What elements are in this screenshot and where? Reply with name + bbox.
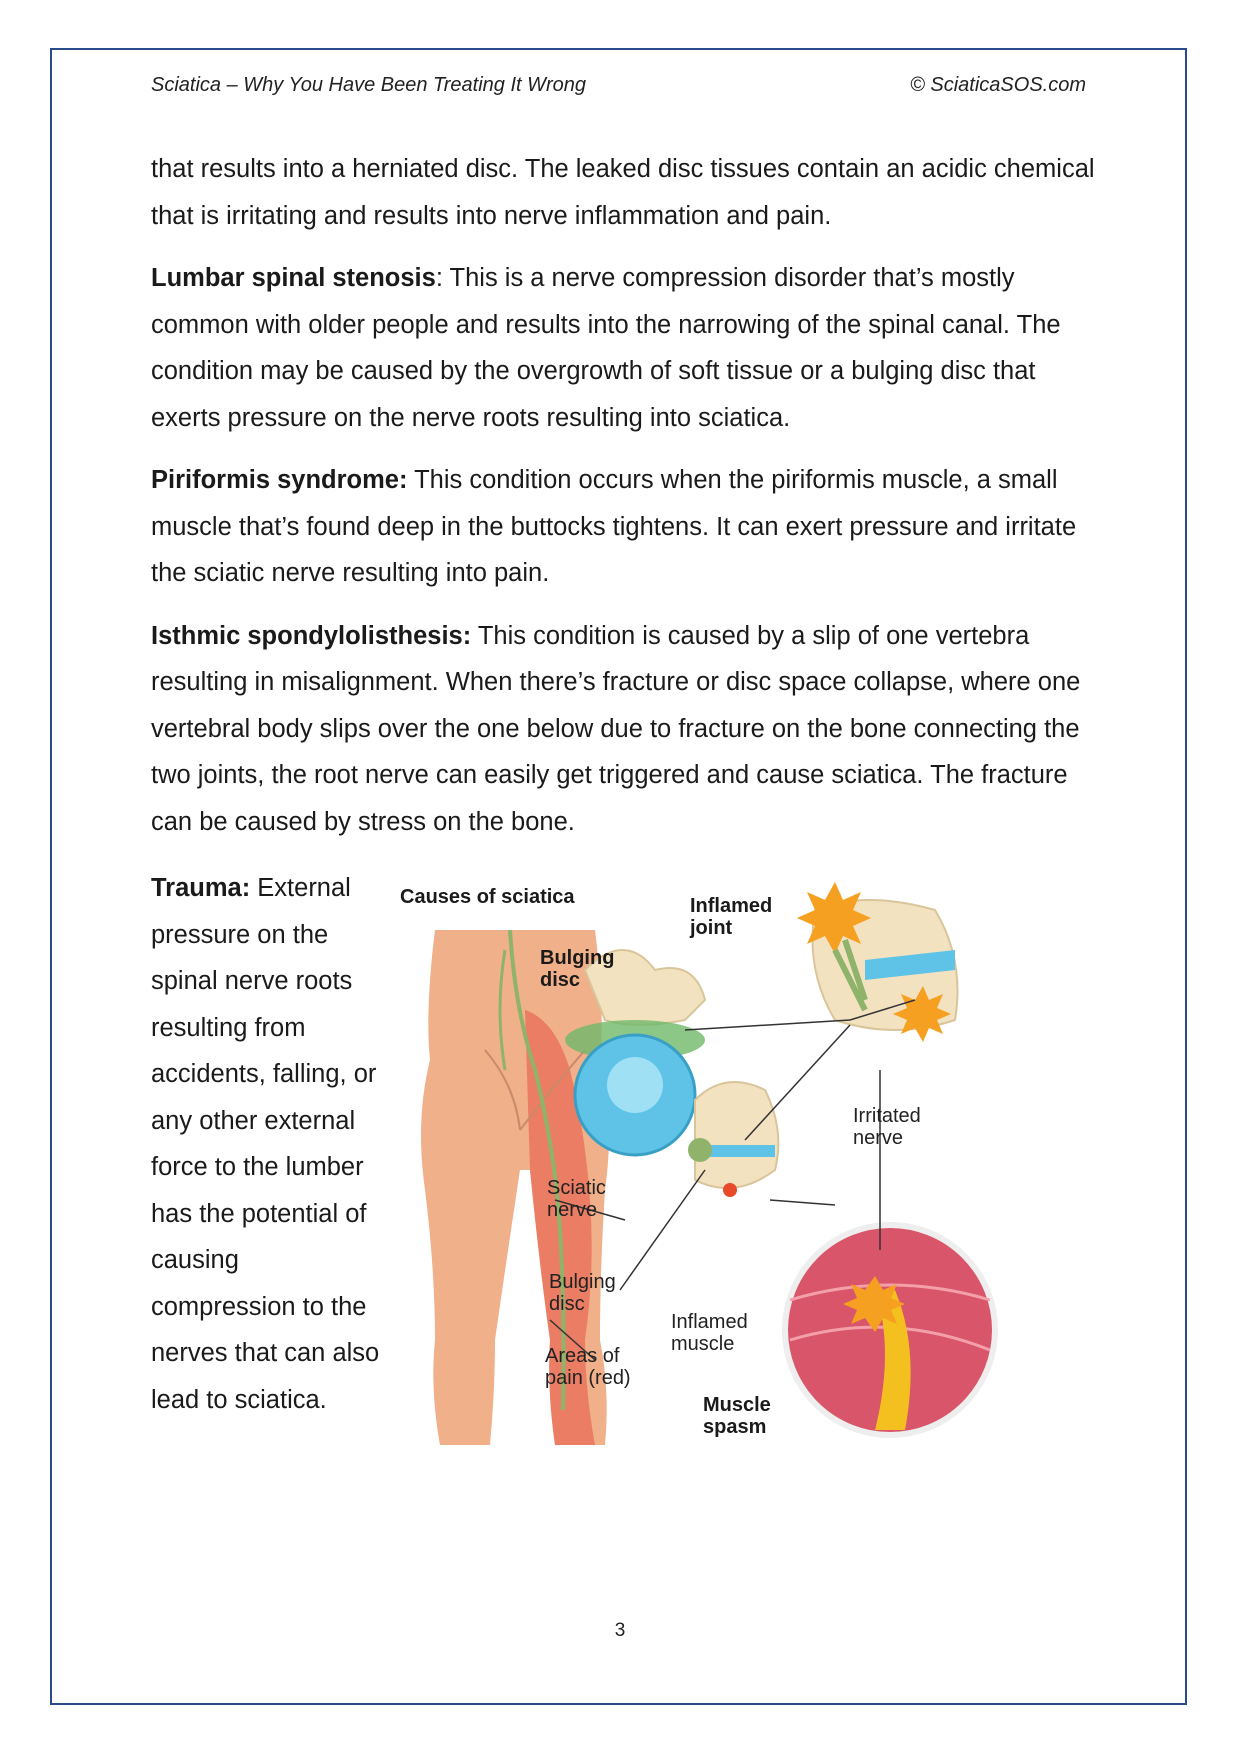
label-areas-pain-1: Areas of <box>545 1345 620 1367</box>
section-term: Trauma: <box>151 874 251 902</box>
section-text: This condition occurs when the piriformis muscle, a small muscle that’s found deep in the buttocks tightens. It can exert pressure and irritate the sciatic nerve resulting into pain. <box>151 466 1077 587</box>
label-bulging-disc-top-1: Bulging <box>540 947 615 969</box>
label-bulging-disc-top-2: disc <box>540 969 581 991</box>
section-trauma <box>151 865 381 1423</box>
label-inflamed-muscle-1: Inflamed <box>671 1311 748 1333</box>
label-inflamed-muscle-2: muscle <box>671 1333 735 1355</box>
section-text: This condition is caused by a slip of one vertebra resulting in misalignment. When there’s fracture or disc space collapse, where one vertebral body slips over the one below due to fracture on the bone connecting the two joints, the root nerve can easily get triggered and cause sciatica. The fracture can be caused by stress on the bone. <box>151 621 1081 836</box>
page-header <box>151 74 1086 100</box>
section-text: : This is a nerve compression disorder that’s mostly common with older people and results into the narrowing of the spinal canal. The condition may be caused by the overgrowth of soft tissue or a bulging disc that exerts pressure on the nerve roots resulting into sciatica. <box>151 264 1061 432</box>
vertebra-inflamed-joint <box>797 882 958 1042</box>
label-irritated-nerve-1: Irritated <box>853 1105 921 1127</box>
section-lumbar-stenosis <box>151 255 1101 441</box>
label-sciatic-nerve-2: nerve <box>547 1199 598 1221</box>
header-title: Sciatica – Why You Have Been Treating It Wrong <box>151 74 587 96</box>
label-bulging-disc-bottom-1: Bulging <box>549 1271 616 1293</box>
label-muscle-spasm-1: Muscle <box>703 1394 771 1416</box>
sciatica-causes-illustration <box>395 870 1095 1480</box>
section-term: Isthmic spondylolisthesis: <box>151 621 472 650</box>
body-text <box>151 146 1101 861</box>
section-term: Piriformis syndrome: <box>151 466 408 494</box>
section-text: External pressure on the spinal nerve roots resulting from accidents, falling, or any other external force to the lumber has the potential of causing compression to the nerves that can also lead to sciatica. <box>151 874 380 1414</box>
label-muscle-spasm-2: spasm <box>703 1416 767 1438</box>
label-inflamed-joint-1: Inflamed <box>690 895 773 917</box>
header-copyright: © SciaticaSOS.com <box>910 74 1086 96</box>
illustration-svg <box>395 870 1095 1480</box>
label-areas-pain-2: pain (red) <box>545 1367 631 1389</box>
label-bulging-disc-bottom-2: disc <box>549 1293 585 1315</box>
section-term: Lumbar spinal stenosis <box>151 264 436 292</box>
section-spondylolisthesis <box>151 613 1101 846</box>
label-sciatic-nerve-1: Sciatic <box>547 1177 606 1199</box>
section-piriformis <box>151 457 1101 597</box>
label-irritated-nerve-2: nerve <box>853 1127 904 1149</box>
intro-paragraph: that results into a herniated disc. The leaked disc tissues contain an acidic chemical that is irritating and results into nerve inflammation and pain. <box>151 155 1095 230</box>
figure-title: Causes of sciatica <box>400 886 575 908</box>
vertebra-middle <box>688 1082 778 1197</box>
page-number: 3 <box>614 1620 626 1641</box>
label-inflamed-joint-2: joint <box>690 917 733 939</box>
muscle-spasm-inset <box>785 1225 995 1435</box>
